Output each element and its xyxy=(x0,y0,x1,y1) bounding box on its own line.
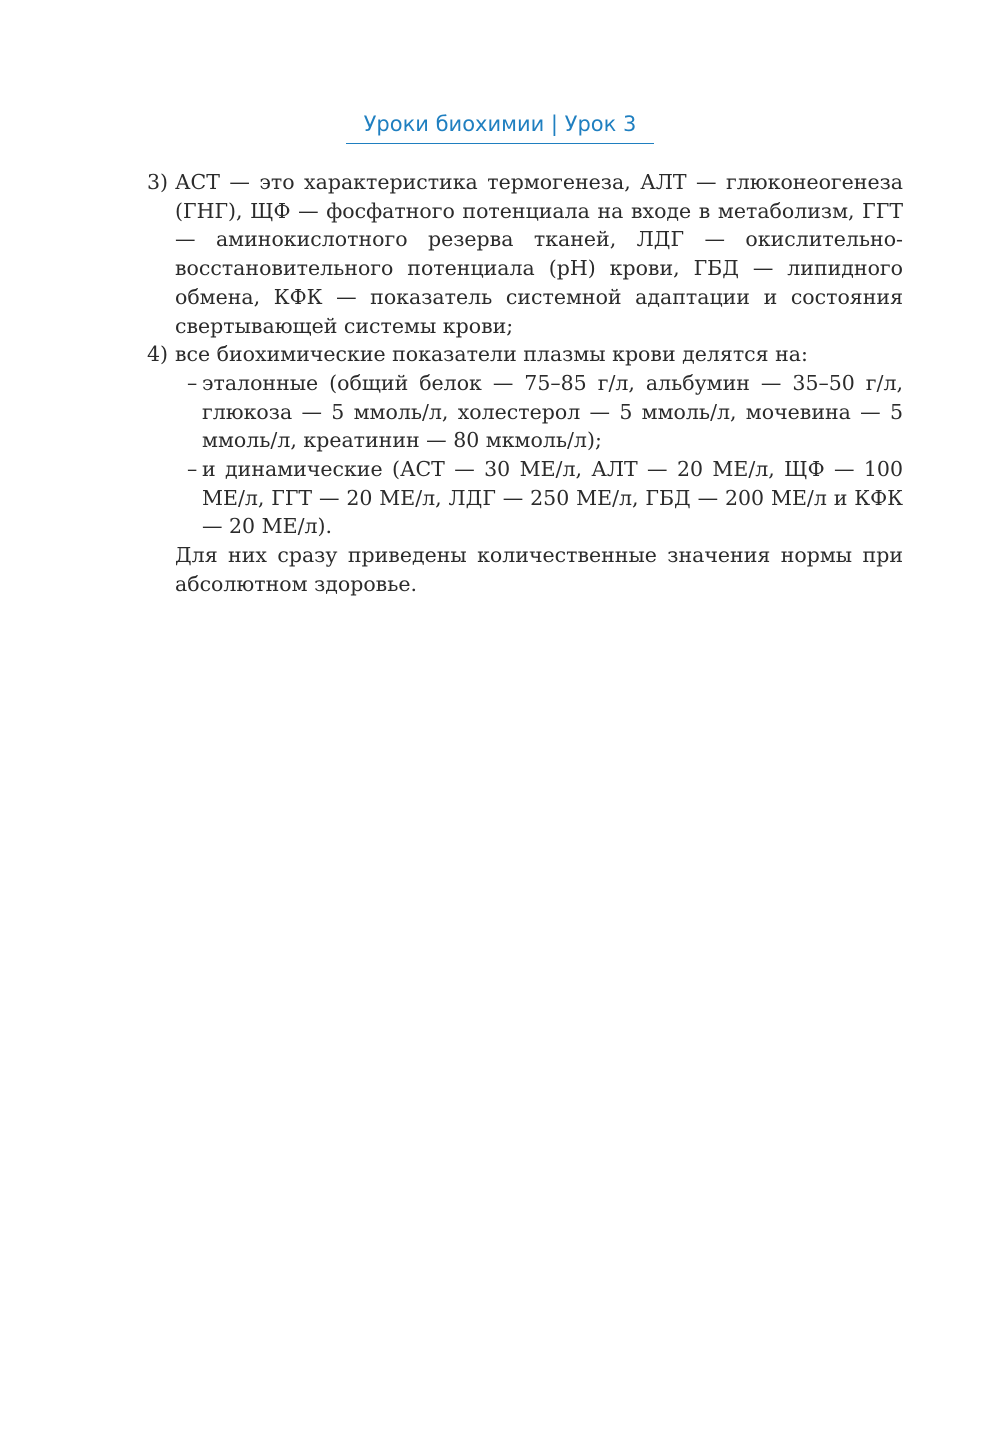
list-number: 3) xyxy=(147,170,169,194)
sublist-item-text: и динамические (АСТ — 30 МЕ/л, АЛТ — 20 МЕ/л, ЩФ — 100 МЕ/л, ГГТ — 20 МЕ/л, ЛДГ — 250 МЕ/л, ГБД — 200 МЕ/л и КФК — 20 МЕ/л). xyxy=(202,457,903,539)
list-item-text: все биохимические показатели плазмы крови делятся на: xyxy=(175,342,808,367)
list-item-3 xyxy=(147,168,903,340)
sublist-dash: – xyxy=(187,457,198,482)
page-body xyxy=(147,168,903,599)
closing-paragraph: Для них сразу приведены количественные значения нормы при абсолютном здоровье. xyxy=(175,543,903,596)
sublist-item-text: эталонные (общий белок — 75–85 г/л, альбумин — 35–50 г/л, глюкоза — 5 ммоль/л, холестерол — 5 ммоль/л, мочевина — 5 ммоль/л, креатинин — 80 мкмоль/л); xyxy=(202,370,903,453)
running-head xyxy=(0,111,1000,144)
sublist-item-dynamic xyxy=(147,455,903,541)
sublist-item-reference xyxy=(147,369,903,455)
sublist-dash: – xyxy=(187,370,198,395)
running-title: Уроки биохимии | Урок 3 xyxy=(346,111,655,144)
list-item-4 xyxy=(147,340,903,369)
list-number: 4) xyxy=(147,342,169,367)
list-item-text: АСТ — это характеристика термогенеза, АЛТ — глюконеогенеза (ГНГ), ЩФ — фосфатного потенциала на входе в метаболизм, ГГТ — аминокислотного резерва тканей, ЛДГ — окислительно-восстановительного потенциала (рН) крови, ГБД — липидного обмена, КФК — показатель системной адаптации и состояния свертывающей системы крови; xyxy=(175,170,903,338)
